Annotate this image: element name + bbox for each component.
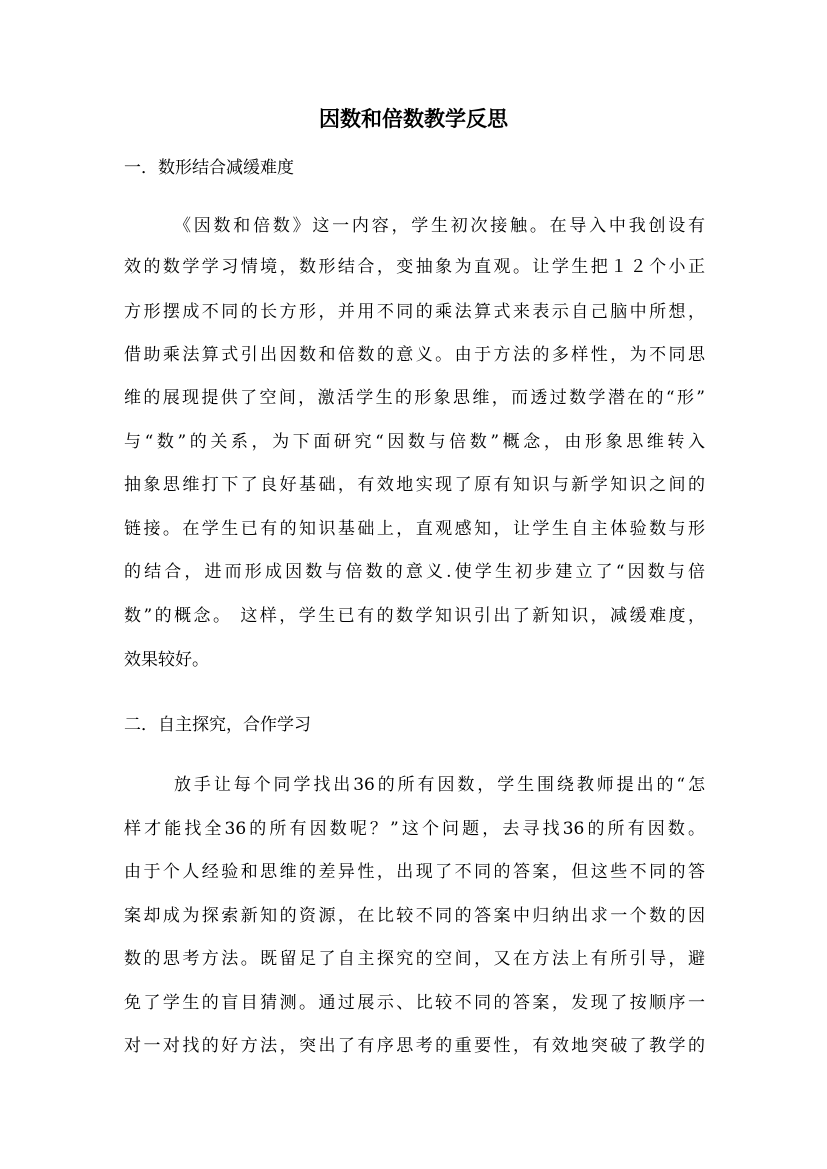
section-1-line: 链接。在学生已有的知识基础上，直观感知，让学生自主体验数与形 — [124, 519, 705, 539]
section-1-line: 效的数学学习情境，数形结合，变抽象为直观。让学生把１２个小正 — [124, 257, 705, 277]
section-1-line: 效果较好。 — [124, 650, 209, 670]
section-2-line: 对一对找的好方法，突出了有序思考的重要性，有效地突破了教学的 — [124, 1036, 705, 1056]
section-1-line: 《因数和倍数》这一内容，学生初次接触。在导入中我创设有 — [174, 216, 705, 236]
section-1-line: 的结合，进而形成因数与倍数的意义.使学生初步建立了“因数与倍 — [124, 562, 705, 582]
section-1-line: 抽象思维打下了良好基础，有效地实现了原有知识与新学知识之间的 — [124, 475, 705, 495]
section-1-line: 数”的概念。 这样，学生已有的数学知识引出了新知识，减缓难度， — [124, 606, 705, 626]
section-2-heading: 二．自主探究，合作学习 — [124, 715, 311, 735]
section-1-line: 借助乘法算式引出因数和倍数的意义。由于方法的多样性，为不同思 — [124, 345, 705, 365]
section-1-line: 与“数”的关系，为下面研究“因数与倍数”概念，由形象思维转入 — [124, 432, 705, 452]
section-2-line: 由于个人经验和思维的差异性，出现了不同的答案，但这些不同的答 — [124, 862, 705, 882]
section-2-line: 免了学生的盲目猜测。通过展示、比较不同的答案，发现了按顺序一 — [124, 993, 705, 1013]
document-title: 因数和倍数教学反思 — [319, 107, 508, 131]
section-2-line: 放手让每个同学找出36的所有因数，学生围绕教师提出的“怎 — [174, 775, 705, 795]
section-2-line: 样才能找全36的所有因数呢？”这个问题，去寻找36的所有因数。 — [124, 819, 705, 839]
section-1-heading: 一．数形结合减缓难度 — [124, 158, 294, 178]
section-1-line: 维的展现提供了空间，激活学生的形象思维，而透过数学潜在的“形” — [124, 388, 705, 408]
section-1-line: 方形摆成不同的长方形，并用不同的乘法算式来表示自己脑中所想， — [124, 302, 705, 322]
section-2-line: 案却成为探索新知的资源，在比较不同的答案中归纳出求一个数的因 — [124, 906, 705, 926]
section-2-line: 数的思考方法。既留足了自主探究的空间，又在方法上有所引导，避 — [124, 949, 705, 969]
